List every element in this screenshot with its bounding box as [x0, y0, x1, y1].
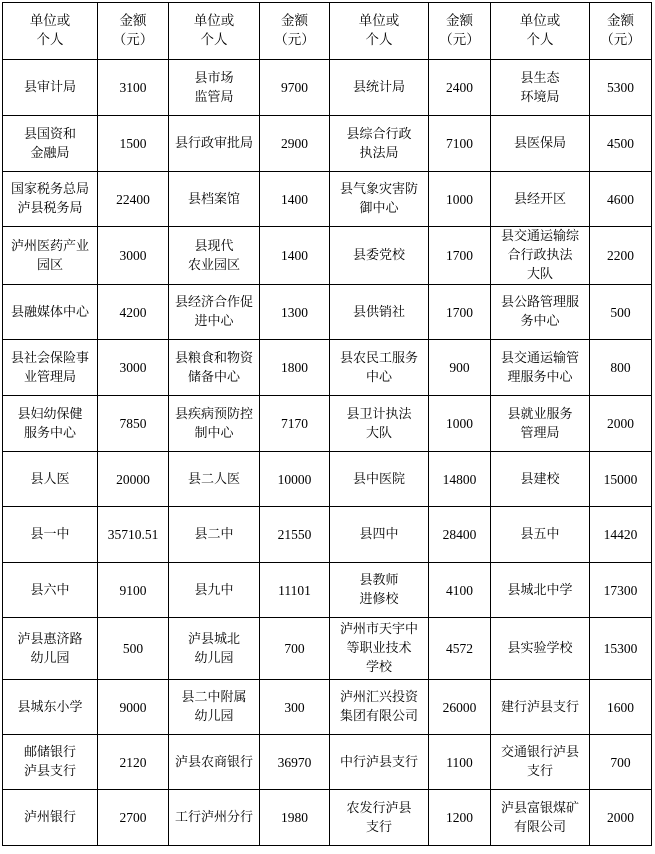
unit-name-cell: 县中医院	[330, 452, 429, 507]
amount-cell: 1500	[98, 116, 169, 172]
unit-name-cell: 泸州银行	[3, 790, 98, 846]
table-row	[3, 680, 652, 735]
unit-name-cell: 县疾病预防控 制中心	[169, 396, 260, 452]
amount-cell: 3100	[98, 60, 169, 116]
unit-name-cell: 邮储银行 泸县支行	[3, 735, 98, 790]
amount-cell: 4200	[98, 285, 169, 340]
amount-cell: 4100	[429, 563, 491, 618]
unit-name-cell: 县粮食和物资 储备中心	[169, 340, 260, 396]
amount-cell: 9000	[98, 680, 169, 735]
amount-cell: 900	[429, 340, 491, 396]
amount-cell: 3000	[98, 227, 169, 285]
unit-name-cell: 县经开区	[491, 172, 590, 227]
amount-cell: 2000	[590, 790, 652, 846]
amount-cell: 3000	[98, 340, 169, 396]
header-amount: 金额 （元）	[98, 3, 169, 60]
unit-name-cell: 县档案馆	[169, 172, 260, 227]
unit-name-cell: 县委党校	[330, 227, 429, 285]
amount-cell: 500	[590, 285, 652, 340]
header-amount: 金额 （元）	[590, 3, 652, 60]
amount-cell: 1200	[429, 790, 491, 846]
amount-cell: 2900	[260, 116, 330, 172]
amount-cell: 10000	[260, 452, 330, 507]
unit-name-cell: 县交通运输综 合行政执法 大队	[491, 227, 590, 285]
header-amount: 金额 （元）	[260, 3, 330, 60]
amount-cell: 700	[590, 735, 652, 790]
unit-name-cell: 县融媒体中心	[3, 285, 98, 340]
table-row	[3, 116, 652, 172]
unit-name-cell: 泸州市天宇中 等职业技术 学校	[330, 618, 429, 680]
unit-name-cell: 县城东小学	[3, 680, 98, 735]
table-row	[3, 340, 652, 396]
unit-name-cell: 县市场 监管局	[169, 60, 260, 116]
unit-name-cell: 泸州医药产业 园区	[3, 227, 98, 285]
unit-name-cell: 县供销社	[330, 285, 429, 340]
amount-cell: 800	[590, 340, 652, 396]
unit-name-cell: 县公路管理服 务中心	[491, 285, 590, 340]
amount-cell: 1800	[260, 340, 330, 396]
amount-cell: 1980	[260, 790, 330, 846]
unit-name-cell: 县四中	[330, 507, 429, 563]
unit-name-cell: 县二人医	[169, 452, 260, 507]
unit-name-cell: 县交通运输管 理服务中心	[491, 340, 590, 396]
amount-cell: 9100	[98, 563, 169, 618]
amount-cell: 21550	[260, 507, 330, 563]
amount-cell: 4600	[590, 172, 652, 227]
amount-cell: 1700	[429, 285, 491, 340]
donation-table	[2, 2, 652, 846]
table-row	[3, 285, 652, 340]
unit-name-cell: 县教师 进修校	[330, 563, 429, 618]
unit-name-cell: 县六中	[3, 563, 98, 618]
amount-cell: 1400	[260, 227, 330, 285]
unit-name-cell: 县城北中学	[491, 563, 590, 618]
amount-cell: 7170	[260, 396, 330, 452]
header-unit: 单位或 个人	[3, 3, 98, 60]
unit-name-cell: 中行泸县支行	[330, 735, 429, 790]
amount-cell: 2400	[429, 60, 491, 116]
table-row	[3, 452, 652, 507]
table-row	[3, 790, 652, 846]
unit-name-cell: 县统计局	[330, 60, 429, 116]
header-unit: 单位或 个人	[330, 3, 429, 60]
amount-cell: 500	[98, 618, 169, 680]
amount-cell: 5300	[590, 60, 652, 116]
amount-cell: 2000	[590, 396, 652, 452]
unit-name-cell: 泸县城北 幼儿园	[169, 618, 260, 680]
amount-cell: 14420	[590, 507, 652, 563]
amount-cell: 1000	[429, 396, 491, 452]
unit-name-cell: 县现代 农业园区	[169, 227, 260, 285]
amount-cell: 11101	[260, 563, 330, 618]
unit-name-cell: 县经济合作促 进中心	[169, 285, 260, 340]
unit-name-cell: 县气象灾害防 御中心	[330, 172, 429, 227]
amount-cell: 2200	[590, 227, 652, 285]
unit-name-cell: 工行泸州分行	[169, 790, 260, 846]
amount-cell: 36970	[260, 735, 330, 790]
unit-name-cell: 县二中	[169, 507, 260, 563]
unit-name-cell: 县生态 环境局	[491, 60, 590, 116]
amount-cell: 1100	[429, 735, 491, 790]
unit-name-cell: 县医保局	[491, 116, 590, 172]
unit-name-cell: 交通银行泸县 支行	[491, 735, 590, 790]
amount-cell: 9700	[260, 60, 330, 116]
unit-name-cell: 县九中	[169, 563, 260, 618]
table-row	[3, 618, 652, 680]
amount-cell: 35710.51	[98, 507, 169, 563]
header-unit: 单位或 个人	[169, 3, 260, 60]
table-row	[3, 563, 652, 618]
amount-cell: 1600	[590, 680, 652, 735]
unit-name-cell: 县一中	[3, 507, 98, 563]
amount-cell: 4500	[590, 116, 652, 172]
unit-name-cell: 泸县农商银行	[169, 735, 260, 790]
unit-name-cell: 国家税务总局 泸县税务局	[3, 172, 98, 227]
amount-cell: 700	[260, 618, 330, 680]
amount-cell: 28400	[429, 507, 491, 563]
unit-name-cell: 县二中附属 幼儿园	[169, 680, 260, 735]
amount-cell: 300	[260, 680, 330, 735]
amount-cell: 17300	[590, 563, 652, 618]
unit-name-cell: 泸县惠济路 幼儿园	[3, 618, 98, 680]
unit-name-cell: 县人医	[3, 452, 98, 507]
amount-cell: 15000	[590, 452, 652, 507]
unit-name-cell: 泸州汇兴投资 集团有限公司	[330, 680, 429, 735]
unit-name-cell: 县妇幼保健 服务中心	[3, 396, 98, 452]
unit-name-cell: 泸县富银煤矿 有限公司	[491, 790, 590, 846]
amount-cell: 20000	[98, 452, 169, 507]
header-amount: 金额 （元）	[429, 3, 491, 60]
amount-cell: 14800	[429, 452, 491, 507]
table-row	[3, 507, 652, 563]
table-row	[3, 396, 652, 452]
unit-name-cell: 县就业服务 管理局	[491, 396, 590, 452]
unit-name-cell: 县审计局	[3, 60, 98, 116]
unit-name-cell: 县卫计执法 大队	[330, 396, 429, 452]
unit-name-cell: 县行政审批局	[169, 116, 260, 172]
unit-name-cell: 县国资和 金融局	[3, 116, 98, 172]
amount-cell: 2120	[98, 735, 169, 790]
unit-name-cell: 县实验学校	[491, 618, 590, 680]
unit-name-cell: 县农民工服务 中心	[330, 340, 429, 396]
unit-name-cell: 县综合行政 执法局	[330, 116, 429, 172]
amount-cell: 2700	[98, 790, 169, 846]
header-unit: 单位或 个人	[491, 3, 590, 60]
table-row	[3, 227, 652, 285]
amount-cell: 22400	[98, 172, 169, 227]
unit-name-cell: 县建校	[491, 452, 590, 507]
amount-cell: 1000	[429, 172, 491, 227]
amount-cell: 7100	[429, 116, 491, 172]
header-row	[3, 3, 652, 60]
amount-cell: 26000	[429, 680, 491, 735]
unit-name-cell: 县社会保险事 业管理局	[3, 340, 98, 396]
amount-cell: 1700	[429, 227, 491, 285]
table-row	[3, 735, 652, 790]
table-row	[3, 60, 652, 116]
unit-name-cell: 县五中	[491, 507, 590, 563]
unit-name-cell: 建行泸县支行	[491, 680, 590, 735]
unit-name-cell: 农发行泸县 支行	[330, 790, 429, 846]
amount-cell: 1400	[260, 172, 330, 227]
amount-cell: 7850	[98, 396, 169, 452]
amount-cell: 4572	[429, 618, 491, 680]
amount-cell: 15300	[590, 618, 652, 680]
amount-cell: 1300	[260, 285, 330, 340]
table-row	[3, 172, 652, 227]
